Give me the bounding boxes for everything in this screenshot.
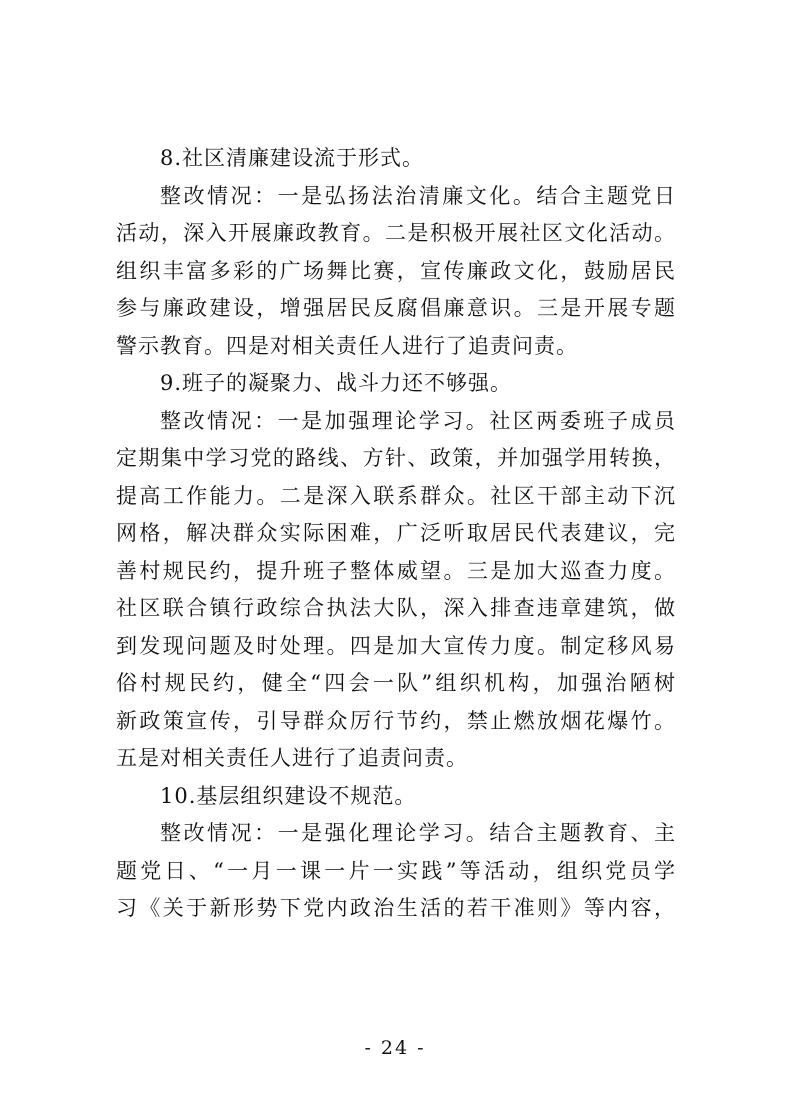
text-line: 定期集中学习党的路线、方针、政策，并加强学用转换， [116,446,676,470]
text-line: 整改情况：一是加强理论学习。社区两委班子成员 [160,408,676,433]
text-line: 整改情况：一是弘扬法治清廉文化。结合主题党日 [160,183,676,208]
page-number: - 24 - [364,1037,426,1059]
text-line: 习《关于新形势下党内政治生活的若干准则》等内容， [116,896,676,920]
text-line: 整改情况：一是强化理论学习。结合主题教育、主 [160,821,676,845]
text-line: 善村规民约，提升班子整体威望。三是加大巡查力度。 [116,558,676,583]
text-line: 参与廉政建设，增强居民反腐倡廉意识。三是开展专题 [116,296,676,320]
text-line: 警示教育。四是对相关责任人进行了追责问责。 [116,333,578,358]
body-text [116,140,676,928]
text-line: 社区联合镇行政综合执法大队，深入排查违章建筑，做 [116,596,676,620]
text-line: 俗村规民约，健全“四会一队”组织机构，加强治陋树 [116,671,676,695]
heading-item-10: 10.基层组织建设不规范。 [160,783,417,808]
text-line: 新政策宣传，引导群众厉行节约，禁止燃放烟花爆竹。 [116,708,676,733]
text-line: 题党日、“一月一课一片一实践”等活动，组织党员学 [116,858,676,883]
heading-item-8: 8.社区清廉建设流于形式。 [160,146,425,170]
text-line: 五是对相关责任人进行了追责问责。 [116,746,468,770]
text-line: 提高工作能力。二是深入联系群众。社区干部主动下沉 [116,483,676,508]
text-line: 网格，解决群众实际困难，广泛听取居民代表建议，完 [116,521,676,545]
text-line: 活动，深入开展廉政教育。二是积极开展社区文化活动。 [116,221,676,245]
heading-item-9: 9.班子的凝聚力、战斗力还不够强。 [160,371,513,395]
text-line: 组织丰富多彩的广场舞比赛，宣传廉政文化，鼓励居民 [116,258,676,283]
text-line: 到发现问题及时处理。四是加大宣传力度。制定移风易 [116,633,676,658]
